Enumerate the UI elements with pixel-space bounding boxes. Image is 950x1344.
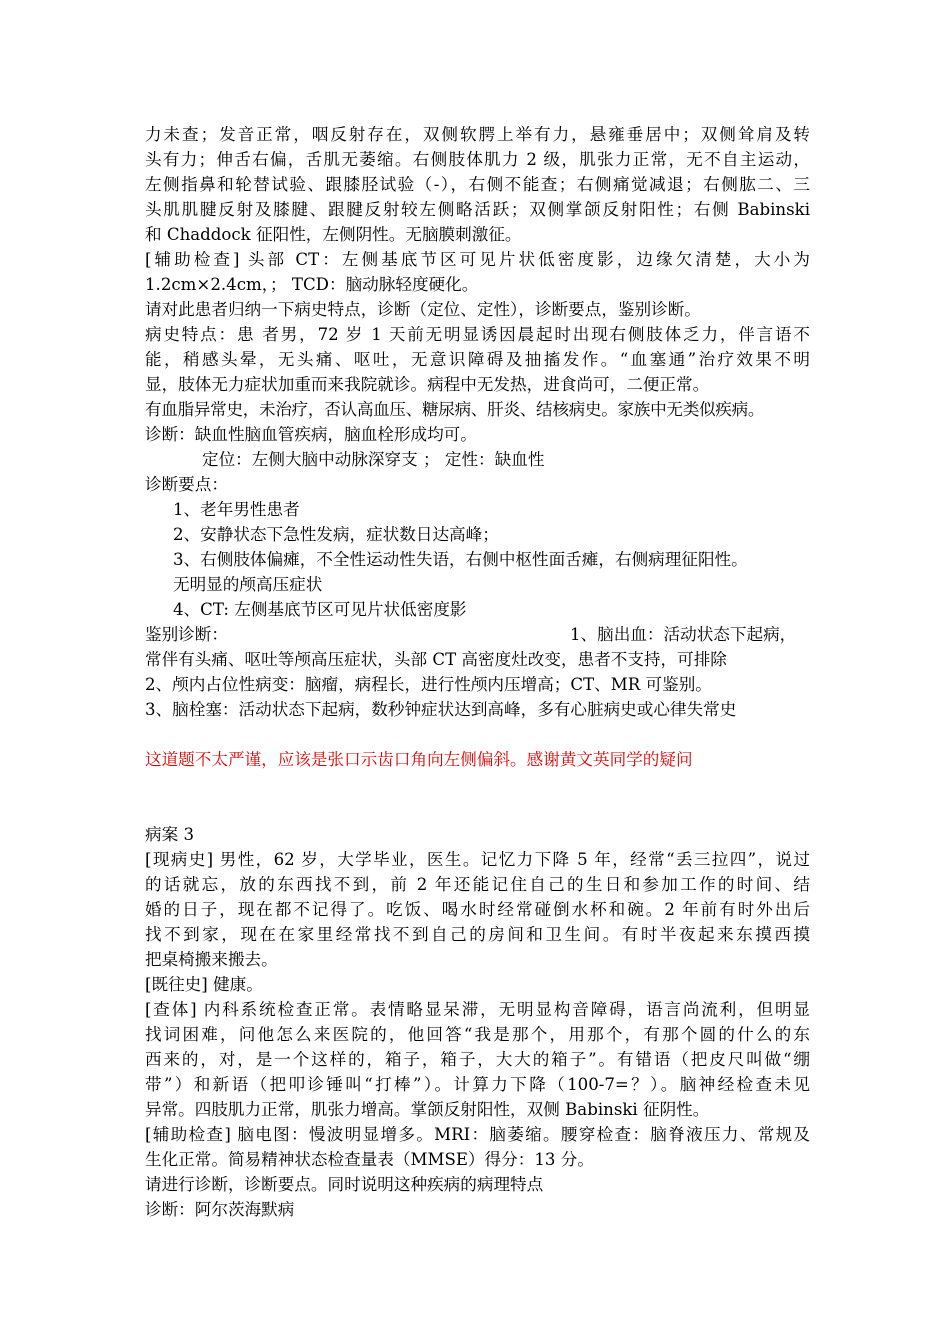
text-line: 力未查；发音正常，咽反射存在，双侧软腭上举有力，悬雍垂居中；双侧耸肩及转 xyxy=(145,125,810,144)
text-line: 3、脑栓塞：活动状态下起病，数秒钟症状达到高峰，多有心脏病史或心律失常史 xyxy=(145,700,737,719)
text-line: [辅助检查] 头部 CT：左侧基底节区可见片状低密度影，边缘欠清楚，大小为 xyxy=(145,250,810,269)
text-line: 1、脑出血：活动状态下起病， xyxy=(570,625,797,644)
text-line: 头肌肌腱反射及膝腱、跟腱反射较左侧略活跃；双侧掌颌反射阳性；右侧 Babinski xyxy=(145,200,810,219)
text-line: [既往史] 健康。 xyxy=(145,975,263,994)
text-line: 1.2cm×2.4cm，； TCD：脑动脉轻度硬化。 xyxy=(145,275,479,294)
text-line: 能，稍感头晕，无头痛、呕吐，无意识障碍及抽搐发作。“血塞通”治疗效果不明 xyxy=(145,350,810,369)
text-line: 和 Chaddock 征阳性，左侧阴性。无脑膜刺激征。 xyxy=(145,225,522,244)
text-line: 诊断：缺血性脑血管疾病，脑血栓形成均可。 xyxy=(145,425,477,444)
text-line: 有血脂异常史，未治疗，否认高血压、糖尿病、肝炎、结核病史。家族中无类似疾病。 xyxy=(145,400,765,419)
text-line: 常伴有头痛、呕吐等颅高压症状，头部 CT 高密度灶改变，患者不支持，可排除 xyxy=(145,650,727,669)
text-line: [查体] 内科系统检查正常。表情略显呆滞，无明显构音障碍，语言尚流利，但明显 xyxy=(145,1000,810,1019)
text-line: 诊断要点： xyxy=(145,475,228,494)
text-line: 西来的，对，是一个这样的，箱子，箱子，大大的箱子”。有错语（把皮尺叫做“绷 xyxy=(145,1050,810,1069)
text-line: 2、安静状态下急性发病，症状数日达高峰； xyxy=(173,525,499,544)
text-line: 的话就忘，放的东西找不到，前 2 年还能记住自己的生日和参加工作的时间、结 xyxy=(145,875,810,894)
text-line: 4、CT: 左侧基底节区可见片状低密度影 xyxy=(173,600,467,619)
text-line: 2、颅内占位性病变：脑瘤，病程长，进行性颅内压增高；CT、MR 可鉴别。 xyxy=(145,675,712,694)
text-line: 找不到家，现在在家里经常找不到自己的房间和卫生间。有时半夜起来东摸西摸 xyxy=(145,925,810,944)
case-heading: 病案 3 xyxy=(145,825,195,844)
text-line: [辅助检查] 脑电图：慢波明显增多。MRI：脑萎缩。腰穿检查：脑脊液压力、常规及 xyxy=(145,1125,810,1144)
text-line: 异常。四肢肌力正常，肌张力增高。掌颌反射阳性，双侧 Babinski 征阴性。 xyxy=(145,1100,710,1119)
text-line: 鉴别诊断： xyxy=(145,625,228,644)
text-line: 无明显的颅高压症状 xyxy=(173,575,323,594)
text-line: 左侧指鼻和轮替试验、跟膝胫试验（-），右侧不能查；右侧痛觉减退；右侧肱二、三 xyxy=(145,175,810,194)
text-line: [现病史] 男性，62 岁，大学毕业，医生。记忆力下降 5 年，经常“丢三拉四”，说过 xyxy=(145,850,810,869)
text-line: 把桌椅搬来搬去。 xyxy=(145,950,278,969)
text-line: 婚的日子，现在都不记得了。吃饭、喝水时经常碰倒水杯和碗。2 年前有时外出后 xyxy=(145,900,810,919)
text-line: 找词困难，问他怎么来医院的，他回答“我是那个，用那个，有那个圆的什么的东 xyxy=(145,1025,810,1044)
text-line: 诊断：阿尔茨海默病 xyxy=(145,1200,295,1219)
text-line: 3、右侧肢体偏瘫，不全性运动性失语，右侧中枢性面舌瘫，右侧病理征阳性。 xyxy=(173,550,748,569)
text-line: 定位：左侧大脑中动脉深穿支 ； 定性：缺血性 xyxy=(202,450,545,469)
text-line: 病史特点：患 者男，72 岁 1 天前无明显诱因晨起时出现右侧肢体乏力，伴言语不 xyxy=(145,325,810,344)
note-red: 这道题不太严谨，应该是张口示齿口角向左侧偏斜。感谢黄文英同学的疑问 xyxy=(145,750,693,769)
text-line: 显，肢体无力症状加重而来我院就诊。病程中无发热，进食尚可，二便正常。 xyxy=(145,375,710,394)
text-line: 生化正常。简易精神状态检查量表（MMSE）得分：13 分。 xyxy=(145,1150,594,1169)
text-line: 请进行诊断，诊断要点。同时说明这种疾病的病理特点 xyxy=(145,1175,544,1194)
text-line: 头有力；伸舌右偏，舌肌无萎缩。右侧肢体肌力 2 级，肌张力正常，无不自主运动， xyxy=(145,150,810,169)
text-line: 1、老年男性患者 xyxy=(173,500,300,519)
text-line: 请对此患者归纳一下病史特点，诊断（定位、定性），诊断要点，鉴别诊断。 xyxy=(145,300,701,319)
text-line: 带”）和新语（把叩诊锤叫“打棒”）。计算力下降（100-7=？）。脑神经检查未见 xyxy=(145,1075,810,1094)
